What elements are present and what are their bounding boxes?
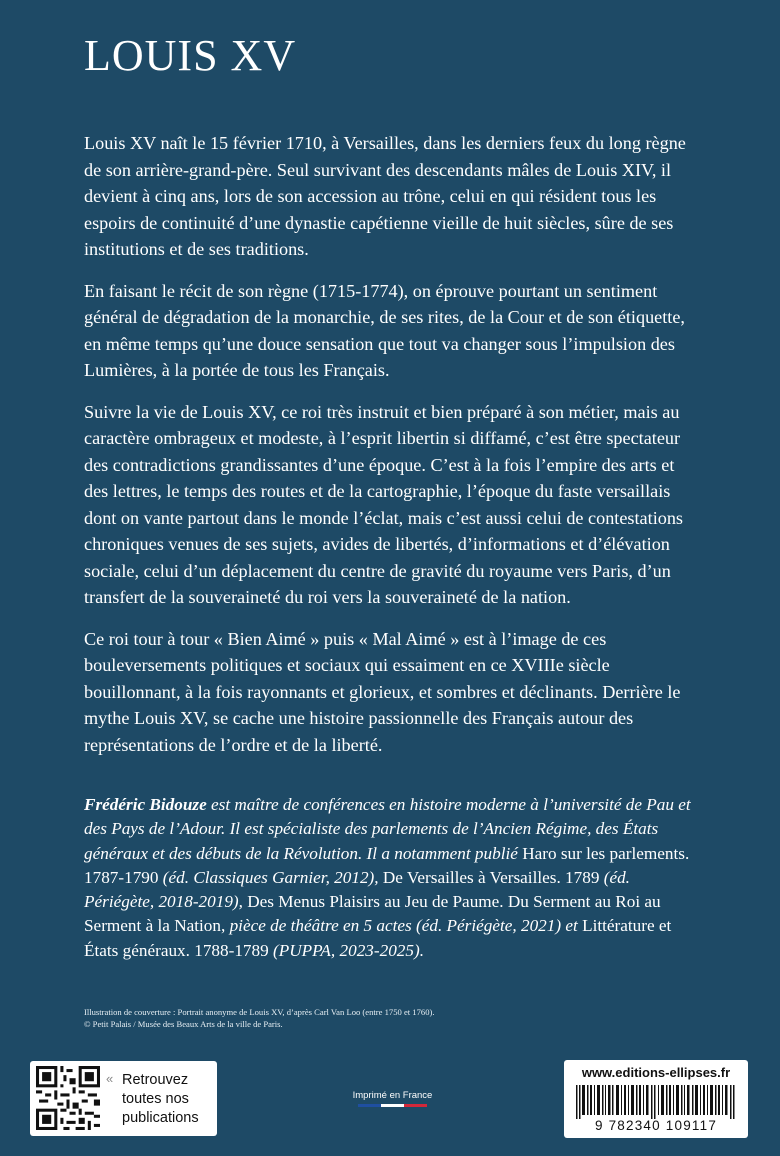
qr-code-icon <box>36 1066 100 1130</box>
qr-caption <box>122 1071 199 1128</box>
qr-caption-line: publications <box>122 1110 199 1126</box>
qr-caption-line: toutes nos <box>122 1091 189 1107</box>
credit-line: Illustration de couverture : Portrait anonyme de Louis XV, d’après Carl Van Loo (entre 1750 et 1760). <box>84 1007 435 1017</box>
blurb-paragraph: Suivre la vie de Louis XV, ce roi très instruit et bien préparé à son métier, mais au caractère ombrageux et modeste, à l’esprit libertin si diffamé, c’est être spectateur des contradictions grandissantes d’une époque. C’est à la fois l’empire des arts et des lettres, le temps des routes et de la cartographie, l’époque du faste versaillais dont on vante partout dans le monde l’éclat, mais c’est aussi celui de contestations chroniques venues de ses sujets, avides de libertés, d’informations et d’élévation sociale, celui d’un déplacement du centre de gravité du royaume vers Paris, d’un transfert de la souveraineté du roi vers la souveraineté de la nation. <box>84 401 684 607</box>
french-flag-icon <box>358 1104 428 1107</box>
author-name: Frédéric Bidouze <box>84 795 207 814</box>
barcode-icon <box>576 1085 736 1119</box>
book-title: LOUIS XV <box>84 31 297 80</box>
isbn-number: 9 782340 109117 <box>594 1118 718 1133</box>
blurb-paragraph: Ce roi tour à tour « Bien Aimé » puis « Mal Aimé » est à l’image de ces bouleversements politiques et sociaux qui essaiment en ce XVIIIe siècle bouillonnant, à la fois rayonnants et glorieux, et sombres et déclinants. Derrière le mythe Louis XV, se cache une histoire passionnelle des Français autour des représentations de l’ordre et de la liberté. <box>84 628 681 755</box>
bio-segment: pièce de théâtre en 5 actes (éd. Périégète, 2021) et <box>229 916 583 936</box>
bio-segment: (PUPPA, 2023-2025). <box>273 940 425 960</box>
printed-in-france <box>345 1090 440 1107</box>
book-title-ref: Haro sur les parlements. 1787-1790 <box>84 843 690 887</box>
credit-line: © Petit Palais / Musée des Beaux Arts de la ville de Paris. <box>84 1019 283 1029</box>
publisher-url: www.editions-ellipses.fr <box>581 1065 731 1080</box>
book-title-ref: Littérature et États généraux. 1788-1789 <box>84 916 672 960</box>
flag-stripe <box>381 1104 404 1107</box>
author-bio <box>84 793 699 963</box>
blurb-paragraph: En faisant le récit de son règne (1715-1774), on éprouve pourtant un sentiment général de dégradation de la monarchie, de ses rites, de la Cour et de son étiquette, en même temps qu’une douce sensation que tout va changer sous l’impulsion des Lumières, à la portée de tous les Français. <box>84 280 685 380</box>
book-title-ref: De Versailles à Versailles. 1789 <box>382 867 604 887</box>
blurb <box>84 130 696 773</box>
flag-stripe <box>358 1104 381 1107</box>
blurb-paragraph: Louis XV naît le 15 février 1710, à Versailles, dans les derniers feux du long règne de son arrière-grand-père. Seul survivant des descendants mâles de Louis XIV, il devient à cinq ans, lors de son accession au trône, celui en qui résident tous les espoirs de continuité d’une dynastie capétienne vieille de huit siècles, sûre de ses institutions et de ses traditions. <box>84 133 686 259</box>
flag-stripe <box>404 1104 427 1107</box>
printed-label: Imprimé en France <box>352 1090 433 1101</box>
isbn-panel <box>564 1060 748 1138</box>
qr-panel <box>30 1061 217 1136</box>
bio-segment: est maître de conférences en histoire moderne à l’université de Pau et des Pays de l’Adour. Il est spécialiste des parlements de l’Ancien Régime, des États généraux et des débuts de la Révolution. Il a notamment publié <box>84 795 691 863</box>
cover-credits <box>84 1006 684 1030</box>
book-title-ref: Des Menus Plaisirs au Jeu de Paume. Du Serment au Roi au Serment à la Nation, <box>84 892 661 936</box>
bio-segment: (éd. Classiques Garnier, 2012), <box>162 867 383 887</box>
bio-segment: (éd. Périégète, 2018-2019), <box>84 867 630 912</box>
qr-caption-line: Retrouvez <box>122 1072 189 1088</box>
chevron-left-icon: « <box>106 1071 114 1086</box>
